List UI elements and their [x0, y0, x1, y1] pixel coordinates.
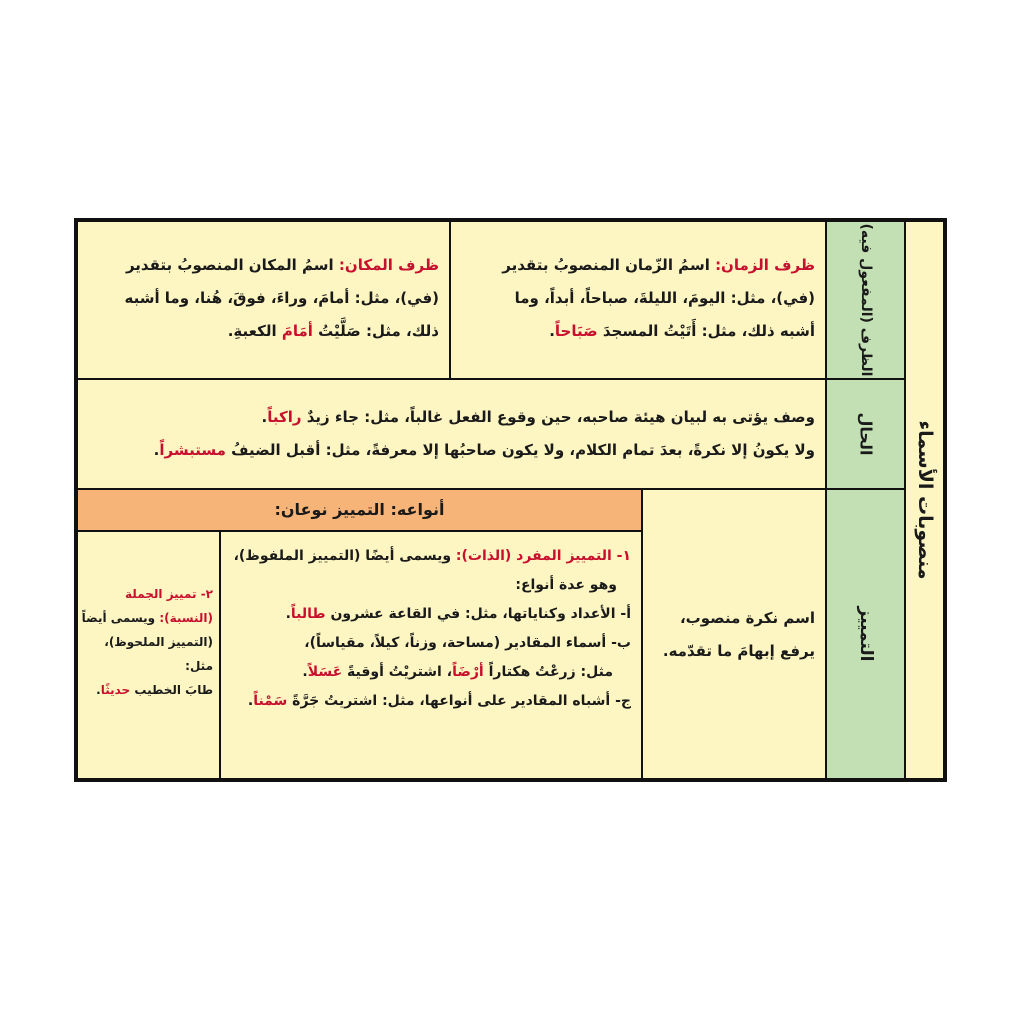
- tamyeez-types-header: أنواعه: التمييز نوعان:: [77, 489, 642, 531]
- zarf-heading-cell: [826, 221, 905, 379]
- makan-title: ظرف المكان:: [338, 256, 439, 274]
- makan-line-3: ذلك، مثل: صَلَّيْتُ أمَامَ الكعبةِ.: [227, 322, 439, 340]
- zaman-line-3: أشبه ذلك، مثل: أَتَيْتُ المسجدَ صَبَاحاً.: [549, 322, 815, 340]
- type1-line-2: وهو عدة أنواع:: [515, 577, 617, 593]
- type1-example-1: طالباً: [290, 606, 326, 622]
- tamyeez-type2-cell: [77, 531, 220, 779]
- zarf-zaman-cell: [450, 221, 826, 379]
- hal-line-1: وصف يؤتى به لبيان هيئة صاحبه، حين وقوع الفعل غالباً، مثل: جاء زيدٌ راكباً.: [261, 408, 815, 426]
- main-title-cell: [905, 221, 944, 779]
- hal-heading: الحال: [856, 412, 875, 456]
- type1-line-3: أ- الأعداد وكناياتها، مثل: في القاعة عشرون طالباً.: [285, 606, 631, 622]
- tamyeez-heading: التمييز: [855, 606, 876, 662]
- hal-line-2: ولا يكونُ إلا نكرةً، بعدَ تمام الكلام، ولا يكون صاحبُها إلا معرفةً، مثل: أقبل الضيفُ مستبشراً.: [153, 441, 815, 459]
- type2-line-2: (النسبة): ويسمى أيضاً: [81, 611, 213, 625]
- zaman-line-2: (في)، مثل: اليومَ، الليلةَ، صباحاً، أبداً، وما: [514, 289, 815, 307]
- type1-line-5: مثل: زرعْتُ هكتاراً أرْضَاً، اشتريْتُ أوقيةً عَسَلاً.: [302, 664, 613, 680]
- type2-line-4: مثل:: [185, 659, 213, 673]
- hal-heading-cell: [826, 379, 905, 489]
- hal-example-2: مستبشراً: [159, 441, 226, 459]
- zaman-line-1: ظرف الزمان: اسمُ الزّمان المنصوبُ بتقدير: [502, 256, 815, 274]
- tamyeez-type1-cell: [220, 531, 642, 779]
- hal-content-cell: [77, 379, 826, 489]
- tamyeez-def-2: يرفع إبهامَ ما تقدّمه.: [662, 642, 815, 660]
- zarf-makan-cell: [77, 221, 450, 379]
- tamyeez-heading-cell: [826, 489, 905, 779]
- grammar-table: [74, 218, 947, 782]
- zaman-title: ظرف الزمان:: [715, 256, 815, 274]
- type1-title: ١- التمييز المفرد (الذات):: [455, 548, 631, 564]
- zaman-example: صَبَاحاً: [554, 322, 598, 340]
- hal-example-1: راكباً: [267, 408, 302, 426]
- tamyeez-definition-cell: [642, 489, 826, 779]
- type1-line-1: ١- التمييز المفرد (الذات): ويسمى أيضًا (التمييز الملفوظ)،: [233, 548, 631, 564]
- type1-example-3: عَسَلاً: [307, 664, 343, 680]
- zarf-heading: الظرف (المفعول فيه): [857, 223, 874, 377]
- type1-line-4: ب- أسماء المقادير (مساحة، وزناً، كيلاً، مقياساً)،: [304, 635, 631, 651]
- main-title: منصوبات الأسماء: [913, 420, 936, 580]
- tamyeez-def-1: اسم نكرة منصوب،: [679, 609, 815, 627]
- type1-example-4: سَمْناً: [253, 693, 288, 709]
- makan-line-2: (في)، مثل: أمامَ، وراءَ، فوقَ، هُنا، وما أشبه: [124, 289, 439, 307]
- type1-example-2: أرْضَاً: [452, 664, 484, 680]
- type2-line-3: (التمييز الملحوظ)،: [104, 635, 213, 649]
- makan-example: أمَامَ: [281, 322, 313, 340]
- type2-example: حديثًا: [100, 683, 131, 697]
- makan-line-1: ظرف المكان: اسمُ المكان المنصوبُ بتقدير: [125, 256, 439, 274]
- type2-line-5: طابَ الخطيب حديثًا.: [96, 683, 213, 697]
- type2-title-2: (النسبة):: [159, 611, 213, 625]
- type1-line-6: ج- أشباه المقادير على أنواعها، مثل: اشتريتُ جَرَّةً سَمْناً.: [247, 693, 631, 709]
- type2-title: ٢- تمييز الجملة: [125, 587, 213, 601]
